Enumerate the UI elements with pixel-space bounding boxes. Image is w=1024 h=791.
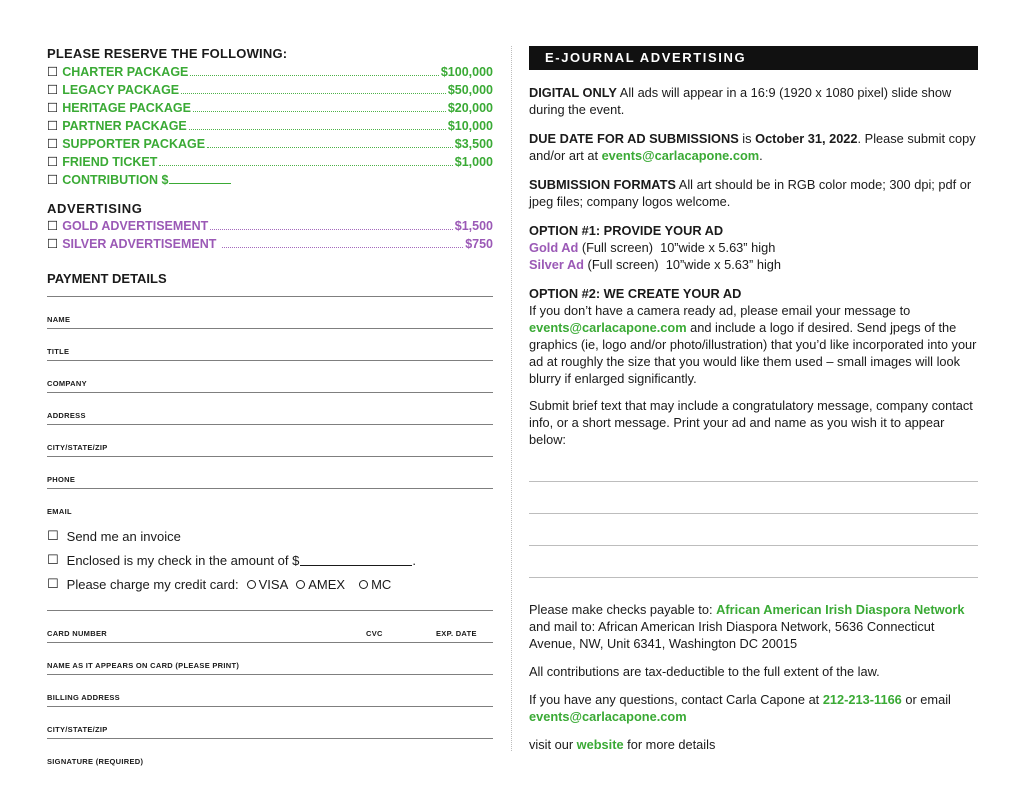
ejournal-info [529, 46, 978, 753]
phone-field[interactable] [47, 456, 493, 488]
checks-text-b: and mail to: African American Irish Diaspora Network, 5636 Connecticut Avenue, NW, Unit 6341, Washington DC 20015 [529, 619, 935, 651]
due-date-paragraph [529, 130, 978, 164]
amex-radio[interactable] [296, 577, 345, 592]
check-label-end: . [412, 552, 416, 568]
option-2-text-b: and include a logo if desired. Send jpegs of the graphics (ie, logo and/or photo/illustration) that you’d like incorporated into your ad at roughly the size that you would like them used – small images will look blurry if enlarged significantly. [529, 320, 977, 386]
field-label: SIGNATURE (REQUIRED) [47, 757, 144, 766]
check-label: Enclosed is my check in the amount of $ [66, 552, 300, 568]
package-option-heritage[interactable] [47, 100, 493, 118]
phone-link[interactable]: 212-213-1166 [822, 692, 902, 707]
ad-label: GOLD ADVERTISEMENT [62, 219, 209, 233]
checkbox-icon[interactable]: ☐ [47, 219, 59, 233]
reserve-heading: PLEASE RESERVE THE FOLLOWING: [47, 46, 288, 61]
exp-date-label: EXP. DATE [436, 629, 477, 638]
email-link[interactable]: events@carlacapone.com [529, 709, 687, 724]
package-price: $100,000 [440, 65, 493, 79]
name-on-card-field[interactable] [47, 642, 493, 674]
contribution-option[interactable] [47, 172, 493, 190]
visa-radio[interactable] [247, 577, 289, 592]
card-number-field[interactable] [47, 610, 493, 642]
website-link[interactable]: website [576, 737, 624, 752]
field-label: COMPANY [47, 379, 87, 388]
option-2-text-a: If you don’t have a camera ready ad, please email your message to [529, 303, 911, 318]
radio-circle-icon[interactable] [359, 580, 368, 589]
field-label: NAME AS IT APPEARS ON CARD (PLEASE PRINT) [47, 661, 240, 670]
check-option[interactable] [47, 548, 493, 572]
field-label: PHONE [47, 475, 76, 484]
gold-ad-label: Gold Ad [529, 240, 579, 255]
advertising-heading: ADVERTISING [47, 201, 143, 216]
formats-text: All art should be in RGB color mode; 300 dpi; pdf or jpeg files; company logos welcome. [529, 177, 972, 209]
column-divider [511, 46, 512, 751]
package-option-friend-ticket[interactable] [47, 154, 493, 172]
package-option-partner[interactable] [47, 118, 493, 136]
ad-text-line[interactable] [529, 546, 978, 578]
package-option-supporter[interactable] [47, 136, 493, 154]
field-label: BILLING ADDRESS [47, 693, 120, 702]
ad-text-line[interactable] [529, 482, 978, 514]
signature-field[interactable] [47, 738, 493, 770]
email-link[interactable]: events@carlacapone.com [529, 320, 687, 335]
contribution-label: CONTRIBUTION $ [62, 173, 169, 187]
mc-label: MC [371, 576, 392, 592]
address-field[interactable] [47, 392, 493, 424]
field-label: NAME [47, 315, 71, 324]
package-price: $20,000 [447, 101, 493, 115]
package-price: $50,000 [447, 83, 493, 97]
checkbox-icon[interactable]: ☐ [47, 237, 59, 251]
org-name: African American Irish Diaspora Network [716, 602, 965, 617]
package-label: HERITAGE PACKAGE [62, 101, 191, 115]
due-date-text: . Please submit copy and/or art at [529, 131, 976, 163]
credit-label: Please charge my credit card: [66, 576, 239, 592]
name-field[interactable] [47, 296, 493, 328]
leader-dots [189, 129, 446, 130]
package-label: FRIEND TICKET [62, 155, 158, 169]
formats-heading: SUBMISSION FORMATS [529, 177, 676, 192]
silver-ad-spec [529, 256, 978, 273]
city-state-zip-field[interactable] [47, 424, 493, 456]
digital-only-text: All ads will appear in a 16:9 (1920 x 1080 pixel) slide show during the event. [529, 85, 952, 117]
package-price: $3,500 [454, 137, 493, 151]
option-2-text [529, 302, 978, 387]
email-link[interactable]: events@carlacapone.com [601, 148, 760, 163]
questions-text-a: If you have any questions, contact Carla Capone at [529, 692, 823, 707]
email-field[interactable] [47, 488, 493, 520]
due-date-heading: DUE DATE FOR AD SUBMISSIONS [529, 131, 739, 146]
check-amount-field[interactable] [300, 555, 412, 566]
company-field[interactable] [47, 360, 493, 392]
checkbox-icon[interactable]: ☐ [47, 576, 59, 591]
ad-price: $750 [465, 237, 493, 251]
due-date: October 31, 2022 [755, 131, 858, 146]
visa-label: VISA [258, 576, 289, 592]
questions-paragraph [529, 691, 978, 725]
package-label: PARTNER PACKAGE [62, 119, 187, 133]
checkbox-icon[interactable]: ☐ [47, 137, 59, 151]
checkbox-icon[interactable]: ☐ [47, 83, 59, 97]
package-option-legacy[interactable] [47, 82, 493, 100]
leader-dots [193, 111, 446, 112]
ad-price: $1,500 [454, 219, 493, 233]
checks-text-a: Please make checks payable to: [529, 602, 717, 617]
ad-option-gold[interactable] [47, 218, 493, 236]
billing-city-state-zip-field[interactable] [47, 706, 493, 738]
field-label: CITY/STATE/ZIP [47, 725, 108, 734]
card-number-label: CARD NUMBER [47, 629, 107, 638]
ad-label: SILVER ADVERTISEMENT [62, 237, 220, 251]
checkbox-icon[interactable]: ☐ [47, 101, 59, 115]
digital-only-paragraph [529, 84, 978, 118]
visit-text-a: visit our [529, 737, 577, 752]
package-price: $10,000 [447, 119, 493, 133]
formats-paragraph [529, 176, 978, 210]
amex-label: AMEX [308, 576, 346, 592]
silver-ad-label: Silver Ad [529, 257, 584, 272]
digital-only-heading: DIGITAL ONLY [529, 85, 617, 100]
payment-heading: PAYMENT DETAILS [47, 271, 167, 286]
gold-ad-size: (Full screen) 10”wide x 5.63” high [578, 240, 776, 255]
due-is-text: is [738, 131, 756, 146]
brief-text-paragraph: Submit brief text that may include a congratulatory message, company contact info, or a short message. Print your ad and name as you wish it to appear below: [529, 398, 973, 447]
period: . [759, 148, 763, 163]
field-label: TITLE [47, 347, 70, 356]
option-2-title: OPTION #2: WE CREATE YOUR AD [529, 286, 742, 301]
leader-dots [181, 93, 446, 94]
checkbox-icon[interactable]: ☐ [47, 155, 59, 169]
order-form [47, 44, 493, 770]
checkbox-icon[interactable]: ☐ [47, 119, 59, 133]
ad-option-silver[interactable] [47, 236, 493, 254]
package-option-charter[interactable] [47, 64, 493, 82]
visit-text-b: for more details [623, 737, 716, 752]
radio-circle-icon[interactable] [296, 580, 305, 589]
gold-ad-spec [529, 239, 978, 256]
tax-paragraph: All contributions are tax-deductible to the full extent of the law. [529, 664, 880, 679]
contribution-amount-field[interactable] [169, 183, 231, 184]
mc-radio[interactable] [359, 577, 391, 592]
ad-text-line[interactable] [529, 450, 978, 482]
ad-text-lines[interactable] [529, 450, 978, 578]
questions-text-b: or email [901, 692, 951, 707]
package-label: LEGACY PACKAGE [62, 83, 180, 97]
field-label: EMAIL [47, 507, 72, 516]
leader-dots [222, 247, 463, 248]
checkbox-icon[interactable]: ☐ [47, 528, 59, 543]
invoice-option[interactable] [47, 524, 493, 548]
checks-paragraph [529, 601, 978, 652]
field-label: CITY/STATE/ZIP [47, 443, 108, 452]
checkbox-icon[interactable]: ☐ [47, 65, 59, 79]
package-label: SUPPORTER PACKAGE [62, 137, 206, 151]
title-field[interactable] [47, 328, 493, 360]
checkbox-icon[interactable]: ☐ [47, 552, 59, 567]
leader-dots [190, 75, 438, 76]
leader-dots [159, 165, 452, 166]
billing-address-field[interactable] [47, 674, 493, 706]
leader-dots [207, 147, 453, 148]
checkbox-icon[interactable]: ☐ [47, 173, 59, 187]
invoice-label: Send me an invoice [66, 528, 181, 544]
field-label: ADDRESS [47, 411, 86, 420]
package-price: $1,000 [454, 155, 493, 169]
visit-paragraph [529, 736, 978, 753]
silver-ad-size: (Full screen) 10”wide x 5.63” high [584, 257, 782, 272]
credit-card-option[interactable] [47, 572, 493, 596]
package-label: CHARTER PACKAGE [62, 65, 189, 79]
ad-text-line[interactable] [529, 514, 978, 546]
cvc-label: CVC [366, 629, 383, 638]
leader-dots [210, 229, 452, 230]
ejournal-banner: E-JOURNAL ADVERTISING [529, 46, 978, 70]
radio-circle-icon[interactable] [247, 580, 256, 589]
option-1-title: OPTION #1: PROVIDE YOUR AD [529, 223, 724, 238]
